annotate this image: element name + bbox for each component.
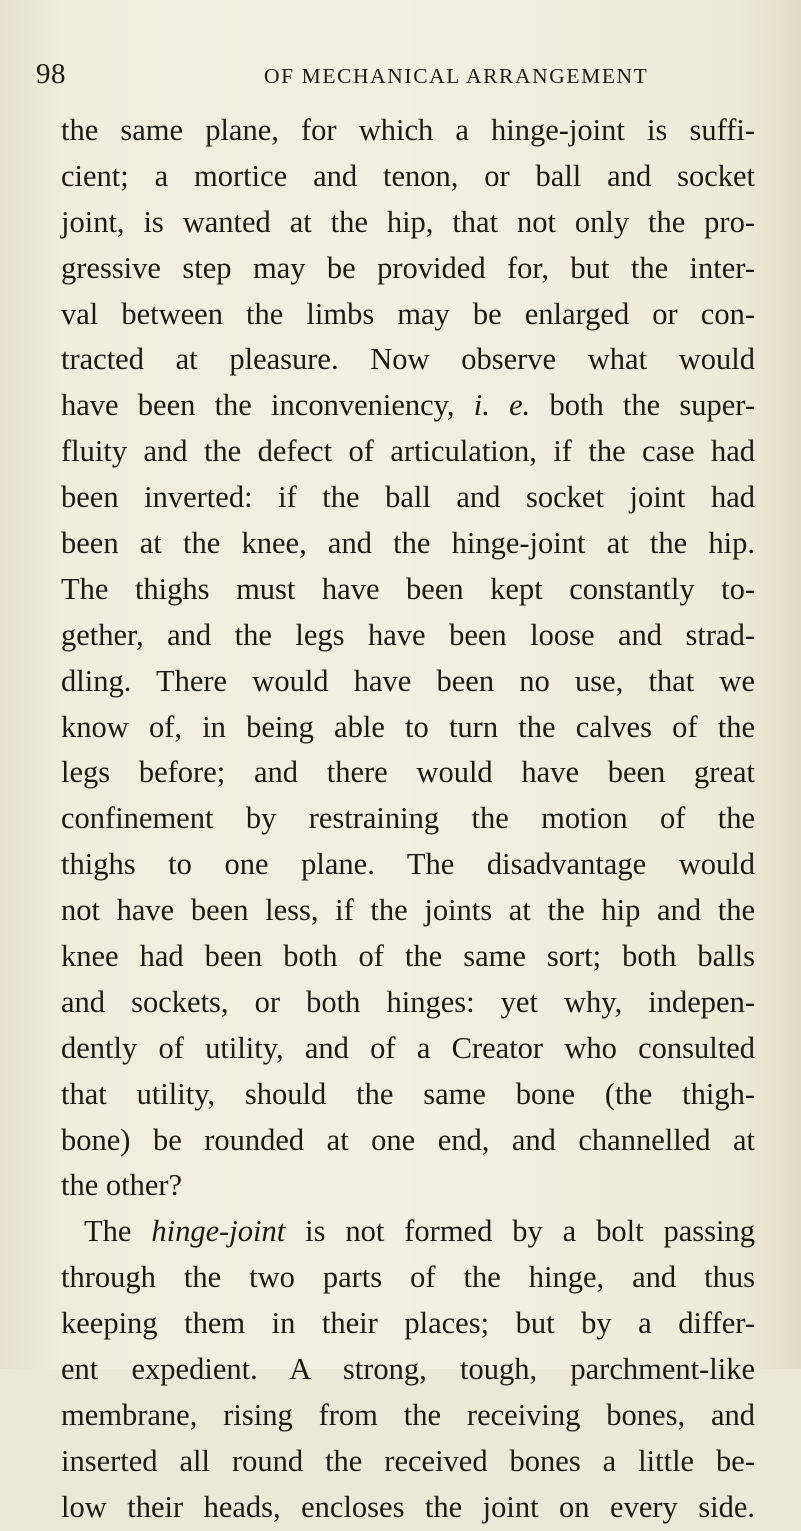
italic-abbreviation: i. e. (473, 388, 531, 423)
text-line: dling. There would have been no use, that we (61, 663, 755, 698)
text-line: legs before; and there would have been great (61, 755, 755, 790)
text-line: and sockets, or both hinges: yet why, indepen- (61, 984, 755, 1019)
body-text (61, 108, 755, 1531)
text-line: the same plane, for which a hinge-joint is suffi- (61, 113, 755, 147)
text-line: membrane, rising from the receiving bones, and (61, 1397, 755, 1432)
page-number: 98 (36, 58, 66, 90)
text-line: thighs to one plane. The disadvantage would (61, 847, 755, 882)
text-line: gressive step may be provided for, but the inter- (61, 250, 755, 285)
text-run: is not formed by a bolt passing (285, 1214, 755, 1249)
text-line (61, 383, 755, 429)
text-line: low their heads, encloses the joint on every side. (61, 1489, 755, 1524)
text-line: been inverted: if the ball and socket joint had (61, 480, 755, 515)
text-line: fluity and the defect of articulation, if the case had (61, 434, 755, 469)
text-line: cient; a mortice and tenon, or ball and socket (61, 158, 755, 193)
text-line: not have been less, if the joints at the hip and the (61, 893, 755, 928)
text-line-paragraph-start (61, 1209, 755, 1255)
text-line: inserted all round the received bones a little be- (61, 1443, 755, 1478)
text-line: val between the limbs may be enlarged or con- (61, 296, 755, 331)
text-line: bone) be rounded at one end, and channelled at (61, 1122, 755, 1157)
text-line-paragraph-end: the other? (61, 1168, 183, 1203)
text-line: confinement by restraining the motion of the (61, 801, 755, 836)
italic-term: hinge-joint (151, 1214, 286, 1249)
text-line: through the two parts of the hinge, and thus (61, 1260, 755, 1295)
text-run: both the super- (530, 388, 755, 423)
text-line: gether, and the legs have been loose and strad- (61, 617, 755, 652)
text-line: been at the knee, and the hinge-joint at the hip. (61, 526, 755, 561)
text-line: joint, is wanted at the hip, that not only the pro- (61, 204, 755, 239)
text-line: keeping them in their places; but by a differ- (61, 1306, 755, 1341)
text-line: The thighs must have been kept constantly to- (61, 571, 755, 606)
text-line: dently of utility, and of a Creator who consulted (61, 1030, 755, 1065)
running-head-title: OF MECHANICAL ARRANGEMENT (264, 64, 649, 88)
text-line: know of, in being able to turn the calves of the (61, 709, 755, 744)
text-run: have been the inconveniency, (61, 388, 474, 423)
text-line: tracted at pleasure. Now observe what would (61, 342, 755, 377)
text-line: that utility, should the same bone (the thigh- (61, 1076, 755, 1111)
text-line: ent expedient. A strong, tough, parchment-like (61, 1352, 755, 1387)
text-run: The (84, 1214, 152, 1249)
text-line: knee had been both of the same sort; both balls (61, 939, 755, 974)
running-head (36, 58, 756, 98)
